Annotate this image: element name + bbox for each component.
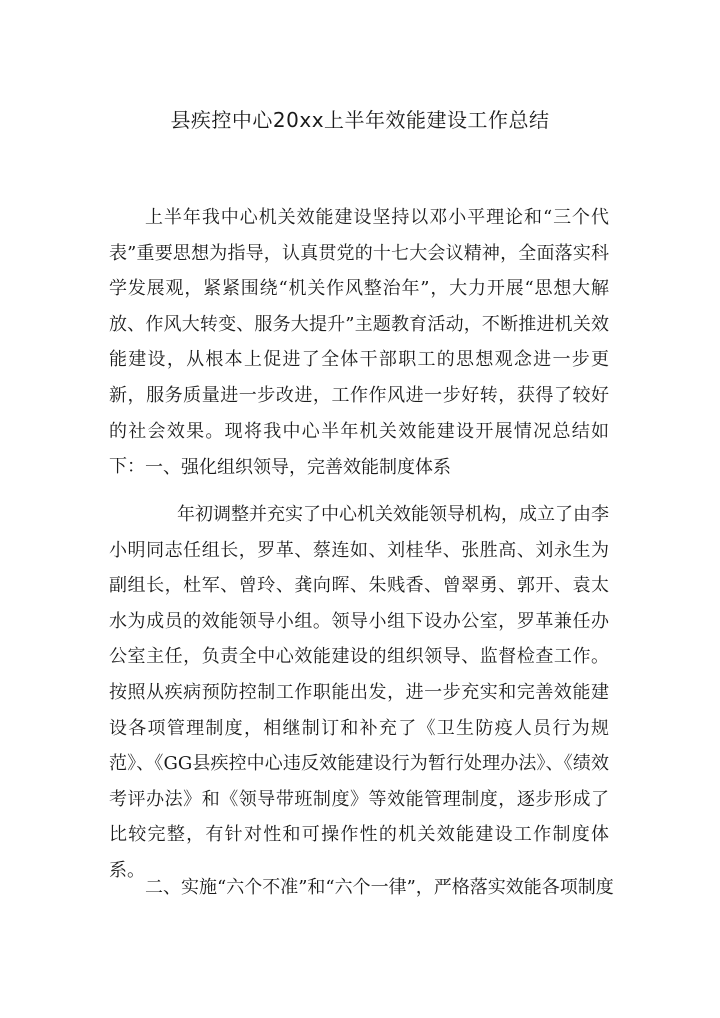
document-title: 县疾控中心20xx上半年效能建设工作总结: [170, 108, 550, 132]
intro-paragraph: 上半年我中心机关效能建设坚持以邓小平理论和“三个代表”重要思想为指导，认真贯党的十七大会议精神，全面落实科学发展观，紧紧围绕“机关作风整治年”，大力开展“思想大解放、作风大转变、服务大提升”主题教育活动，不断推进机关效能建设，从根本上促进了全体干部职工的思想观念进一步更新，服务质量进一步改进，工作作风进一步好转，获得了较好的社会效果。现将我中心半年机关效能建设开展情况总结如下：: [109, 207, 609, 478]
section-1-heading: 一、强化组织领导，完善效能制度体系: [145, 457, 451, 478]
section-2-heading: 二、实施“六个不准”和“六个一律”，严格落实效能各项制度: [145, 877, 614, 898]
section-1-paragraph: 年初调整并充实了中心机关效能领导机构，成立了由李小明同志任组长，罗革、蔡连如、刘桂华、张胜高、刘永生为副组长，杜军、曾玲、龚向晖、朱贱香、曾翠勇、郭开、袁太水为成员的效能领导小组。领导小组下设办公室，罗革兼任办公室主任，负责全中心效能建设的组织领导、监督检查工作。按照从疾病预防控制工作职能出发，进一步充实和完善效能建设各项管理制度，相继制订和补充了《卫生防疫人员行为规范》、《GG县疾控中心违反效能建设行为暂行处理办法》、《绩效考评办法》和《领导带班制度》等效能管理制度，逐步形成了比较完整，有针对性和可操作性的机关效能建设工作制度体系。: [109, 504, 609, 881]
